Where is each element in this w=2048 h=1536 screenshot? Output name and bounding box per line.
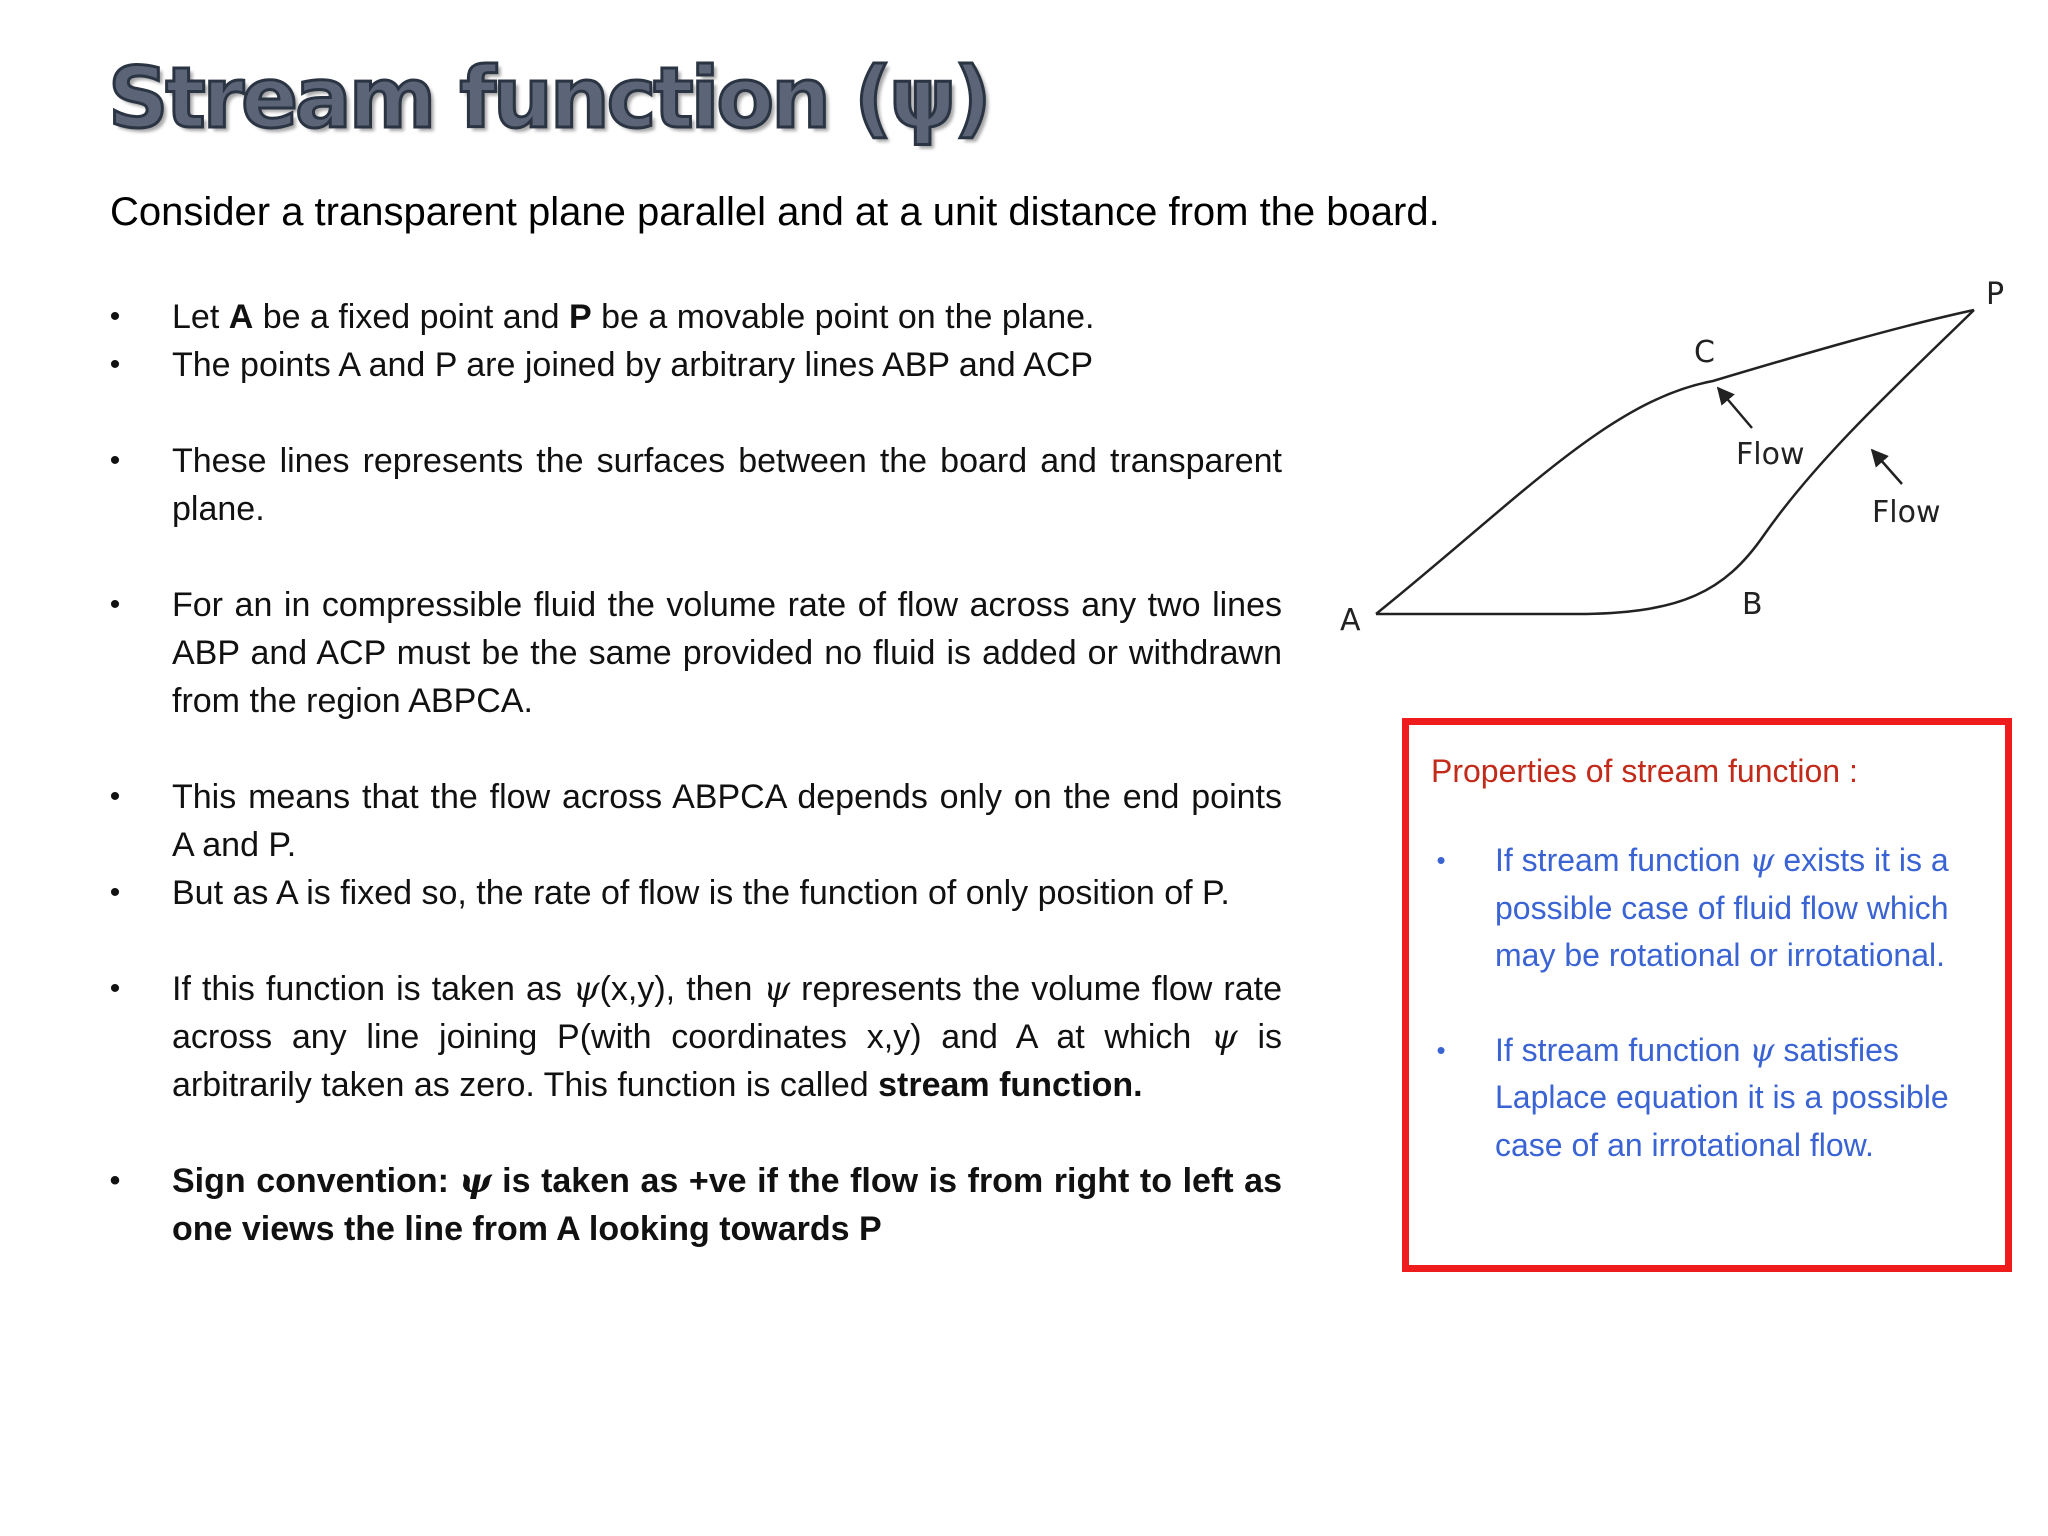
flow-label: Flow xyxy=(1736,437,1805,472)
bullet-text: If this function is taken as ψ(x,y), then ψ represents the volume flow rate across any line joining P(with coordinates x,y) and A at which ψ is arbitrarily taken as zero. This function is called stream function. xyxy=(172,969,1282,1104)
psi-symbol: ψ xyxy=(1211,1017,1238,1057)
bullet-item xyxy=(100,773,1282,869)
bullet-dot: • xyxy=(1436,845,1446,875)
psi-symbol: ψ xyxy=(1749,841,1775,879)
properties-box xyxy=(1402,718,2012,1272)
property-text: If stream function ψ satisfies Laplace equation it is a possible case of an irrotational flow. xyxy=(1495,1030,1949,1163)
bullet-list xyxy=(100,293,1282,1253)
properties-title: Properties of stream function : xyxy=(1431,753,1858,789)
flow-label: Flow xyxy=(1872,495,1941,530)
point-label-b: B xyxy=(1742,587,1763,622)
property-item xyxy=(1431,837,1981,980)
bullet-dot: • xyxy=(109,972,121,1005)
bullet-dot: • xyxy=(109,300,121,333)
bullet-text: Let A be a fixed point and P be a movable point on the plane. xyxy=(172,298,1095,336)
bullet-dot: • xyxy=(109,588,121,621)
bullet-dot: • xyxy=(109,780,121,813)
bullet-text: The points A and P are joined by arbitrary lines ABP and ACP xyxy=(172,346,1094,384)
bullet-item xyxy=(100,1157,1282,1253)
bullet-item xyxy=(100,869,1282,917)
bullet-dot: • xyxy=(109,348,121,381)
bullet-item xyxy=(100,965,1282,1109)
bullet-item xyxy=(100,341,1282,389)
point-label-p: P xyxy=(1986,277,2005,312)
flow-arrow xyxy=(1718,388,1752,428)
bullet-item xyxy=(100,437,1282,533)
bullet-text: This means that the flow across ABPCA depends only on the end points A and P. xyxy=(172,778,1282,864)
bullet-dot: • xyxy=(109,876,121,909)
bullet-dot: • xyxy=(109,444,121,477)
bullet-item xyxy=(100,581,1282,725)
point-label-c: C xyxy=(1694,335,1715,370)
psi-symbol: ψ xyxy=(572,969,600,1009)
bullet-item xyxy=(100,293,1282,341)
bullet-dot: • xyxy=(109,1164,121,1197)
psi-symbol: ψ xyxy=(1749,1030,1775,1069)
psi-symbol: ψ xyxy=(459,1161,492,1201)
properties-list xyxy=(1431,837,1981,1169)
bullet-dot: • xyxy=(1436,1034,1446,1065)
point-label-a: A xyxy=(1340,603,1361,638)
slide-subtitle: Consider a transparent plane parallel and at a unit distance from the board. xyxy=(110,190,1440,234)
bullet-text: Sign convention: ψ is taken as +ve if the flow is from right to left as one views the line from A looking towards P xyxy=(172,1161,1283,1248)
property-item xyxy=(1431,1027,1981,1170)
bullet-text: For an in compressible fluid the volume rate of flow across any two lines ABP and ACP must be the same provided no fluid is added or withdrawn from the region ABPCA. xyxy=(172,586,1282,720)
bullet-text: But as A is fixed so, the rate of flow is the function of only position of P. xyxy=(172,874,1230,912)
property-text: If stream function ψ exists it is a possible case of fluid flow which may be rotational or irrotational. xyxy=(1495,841,1949,973)
slide-title: Stream function (ψ) xyxy=(108,49,989,147)
bullet-text: These lines represents the surfaces between the board and transparent plane. xyxy=(172,442,1282,528)
line-acp xyxy=(1376,310,1974,614)
psi-symbol: ψ xyxy=(763,969,791,1009)
flow-arrow xyxy=(1872,450,1902,484)
line-abp xyxy=(1376,310,1974,614)
flow-diagram xyxy=(1340,268,2020,658)
